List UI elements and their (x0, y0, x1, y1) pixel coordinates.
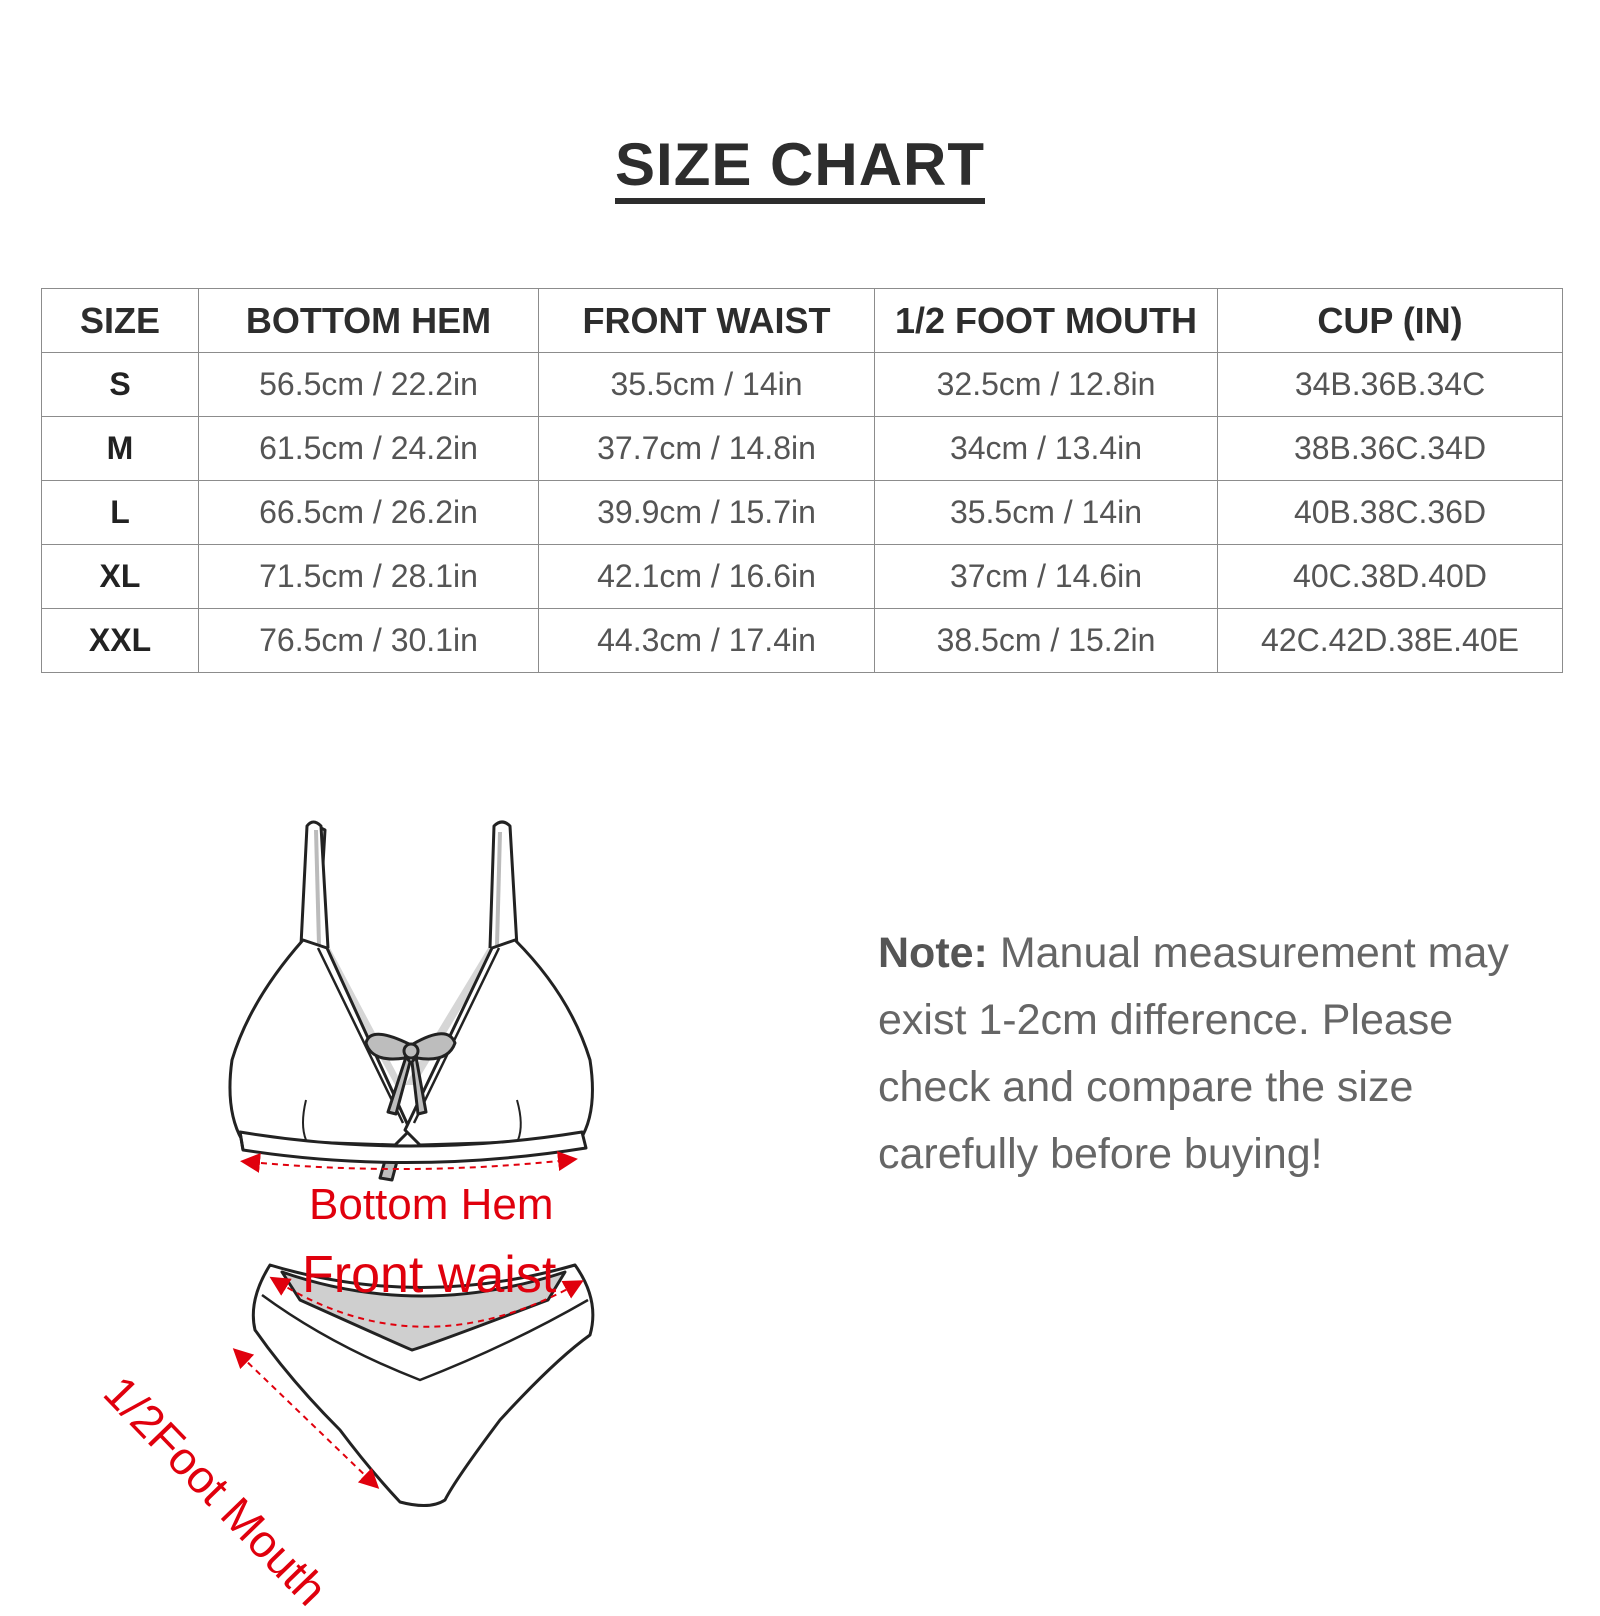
note-body: Manual measurement may exist 1-2cm difference. Please check and compare the size carefully before buying! (878, 929, 1509, 1178)
column-header-size: SIZE (42, 289, 199, 353)
cup-cell: 38B.36C.34D (1218, 417, 1563, 481)
foot-mouth-label: 1/2Foot Mouth (93, 1365, 338, 1616)
foot-mouth-cell: 34cm / 13.4in (875, 417, 1218, 481)
bottom-hem-cell: 76.5cm / 30.1in (199, 609, 539, 673)
note-label: Note: (878, 929, 988, 977)
foot-mouth-cell: 35.5cm / 14in (875, 481, 1218, 545)
table-header-row (42, 289, 1563, 353)
table-row (42, 353, 1563, 417)
front-waist-label: Front waist (302, 1246, 557, 1304)
page-title (0, 130, 1600, 204)
page-title-text: SIZE CHART (615, 134, 985, 204)
foot-mouth-cell: 32.5cm / 12.8in (875, 353, 1218, 417)
front-waist-cell: 37.7cm / 14.8in (539, 417, 875, 481)
note-text (878, 920, 1538, 1188)
size-cell: XXL (42, 609, 199, 673)
size-cell: M (42, 417, 199, 481)
size-cell: S (42, 353, 199, 417)
bikini-top-icon (230, 822, 593, 1180)
cup-cell: 40B.38C.36D (1218, 481, 1563, 545)
front-waist-cell: 35.5cm / 14in (539, 353, 875, 417)
bikini-illustration (0, 780, 760, 1560)
front-waist-cell: 44.3cm / 17.4in (539, 609, 875, 673)
column-header-front-waist: FRONT WAIST (539, 289, 875, 353)
table-row (42, 481, 1563, 545)
bottom-hem-cell: 61.5cm / 24.2in (199, 417, 539, 481)
column-header-cup: CUP (IN) (1218, 289, 1563, 353)
bottom-hem-cell: 71.5cm / 28.1in (199, 545, 539, 609)
size-cell: L (42, 481, 199, 545)
table-row (42, 545, 1563, 609)
cup-cell: 40C.38D.40D (1218, 545, 1563, 609)
column-header-foot-mouth: 1/2 FOOT MOUTH (875, 289, 1218, 353)
cup-cell: 34B.36B.34C (1218, 353, 1563, 417)
bottom-hem-label: Bottom Hem (309, 1180, 554, 1229)
front-waist-cell: 39.9cm / 15.7in (539, 481, 875, 545)
table-row (42, 609, 1563, 673)
size-cell: XL (42, 545, 199, 609)
front-waist-cell: 42.1cm / 16.6in (539, 545, 875, 609)
size-table (41, 288, 1563, 673)
cup-cell: 42C.42D.38E.40E (1218, 609, 1563, 673)
column-header-bottom-hem: BOTTOM HEM (199, 289, 539, 353)
table-row (42, 417, 1563, 481)
foot-mouth-cell: 38.5cm / 15.2in (875, 609, 1218, 673)
bottom-hem-cell: 56.5cm / 22.2in (199, 353, 539, 417)
bottom-hem-cell: 66.5cm / 26.2in (199, 481, 539, 545)
foot-mouth-cell: 37cm / 14.6in (875, 545, 1218, 609)
bikini-measurement-diagram (0, 780, 760, 1616)
